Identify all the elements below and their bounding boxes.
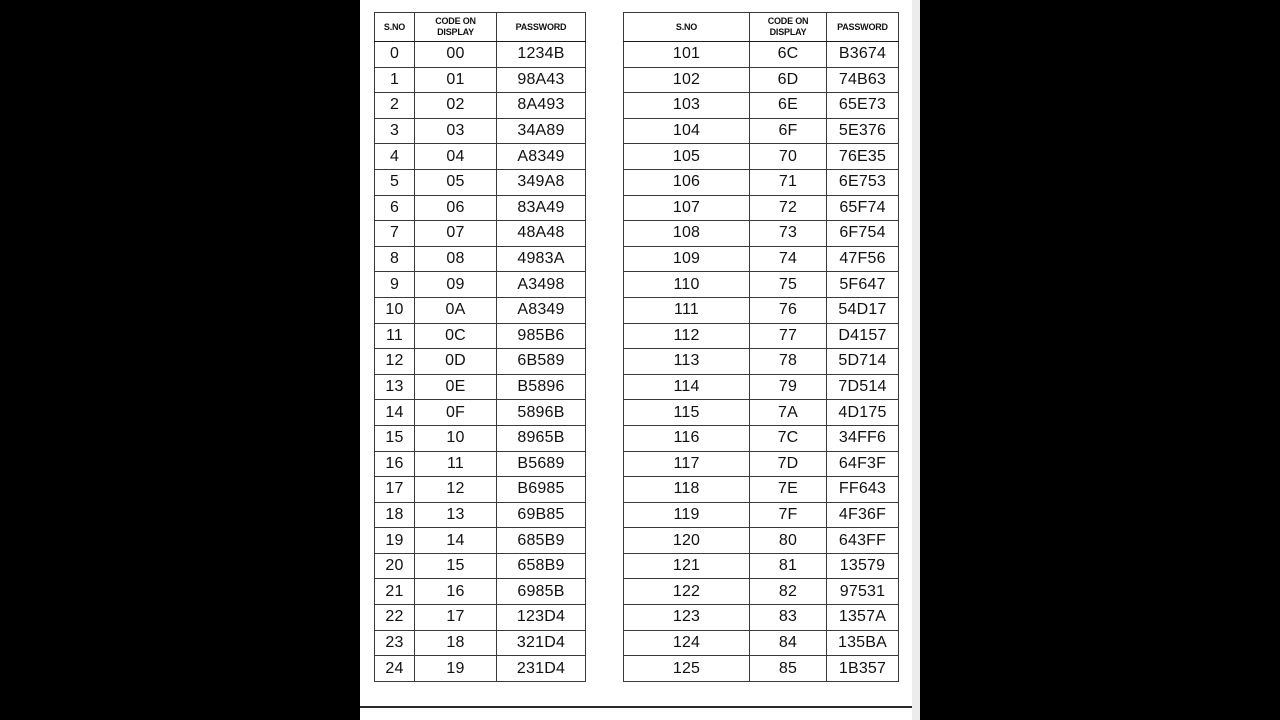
header-code-line2: DISPLAY xyxy=(437,27,474,37)
table-row xyxy=(624,169,899,195)
table-row xyxy=(375,502,586,528)
sno-cell: 102 xyxy=(624,67,750,93)
sno-cell: 7 xyxy=(375,221,415,247)
password-cell: 6E753 xyxy=(827,169,899,195)
sno-cell: 108 xyxy=(624,221,750,247)
table-row xyxy=(624,297,899,323)
password-cell: 231D4 xyxy=(497,656,586,682)
code-cell: 02 xyxy=(415,93,497,119)
code-cell: 18 xyxy=(415,630,497,656)
table-row xyxy=(375,579,586,605)
table-row xyxy=(375,605,586,631)
sno-cell: 3 xyxy=(375,118,415,144)
sno-cell: 9 xyxy=(375,272,415,298)
table-row xyxy=(375,553,586,579)
code-cell: 7E xyxy=(750,477,827,503)
sno-cell: 6 xyxy=(375,195,415,221)
code-cell: 01 xyxy=(415,67,497,93)
sno-cell: 105 xyxy=(624,144,750,170)
code-cell: 0A xyxy=(415,297,497,323)
table-row xyxy=(375,246,586,272)
password-cell: 5E376 xyxy=(827,118,899,144)
code-cell: 6F xyxy=(750,118,827,144)
table-row xyxy=(375,169,586,195)
sno-cell: 107 xyxy=(624,195,750,221)
password-cell: 69B85 xyxy=(497,502,586,528)
sno-cell: 22 xyxy=(375,605,415,631)
password-cell: 643FF xyxy=(827,528,899,554)
table-row xyxy=(624,246,899,272)
table-row xyxy=(375,374,586,400)
table-row xyxy=(624,42,899,68)
sno-cell: 4 xyxy=(375,144,415,170)
table-row xyxy=(624,272,899,298)
table-row xyxy=(624,477,899,503)
table-row xyxy=(375,272,586,298)
code-cell: 6D xyxy=(750,67,827,93)
code-cell: 05 xyxy=(415,169,497,195)
code-cell: 6E xyxy=(750,93,827,119)
table-row xyxy=(375,297,586,323)
header-sno-label: S.NO xyxy=(675,21,698,32)
password-cell: B6985 xyxy=(497,477,586,503)
sno-cell: 114 xyxy=(624,374,750,400)
code-cell: 13 xyxy=(415,502,497,528)
header-code-line1: CODE ON xyxy=(767,16,809,26)
password-cell: 6F754 xyxy=(827,221,899,247)
code-cell: 77 xyxy=(750,323,827,349)
password-cell: 5D714 xyxy=(827,349,899,375)
code-cell: 83 xyxy=(750,605,827,631)
code-cell: 75 xyxy=(750,272,827,298)
code-cell: 04 xyxy=(415,144,497,170)
table-row xyxy=(624,349,899,375)
sno-cell: 19 xyxy=(375,528,415,554)
password-cell: 4F36F xyxy=(827,502,899,528)
sno-cell: 111 xyxy=(624,297,750,323)
sno-cell: 110 xyxy=(624,272,750,298)
sno-cell: 123 xyxy=(624,605,750,631)
password-table-right xyxy=(623,12,899,682)
sno-cell: 1 xyxy=(375,67,415,93)
sno-cell: 16 xyxy=(375,451,415,477)
password-cell: 321D4 xyxy=(497,630,586,656)
sno-cell: 21 xyxy=(375,579,415,605)
sno-cell: 101 xyxy=(624,42,750,68)
code-cell: 70 xyxy=(750,144,827,170)
sno-cell: 112 xyxy=(624,323,750,349)
sno-cell: 113 xyxy=(624,349,750,375)
header-sno xyxy=(624,13,750,42)
code-cell: 14 xyxy=(415,528,497,554)
header-code-on-display xyxy=(750,13,827,42)
table-row xyxy=(624,553,899,579)
table-row xyxy=(375,656,586,682)
sno-cell: 119 xyxy=(624,502,750,528)
sno-cell: 115 xyxy=(624,400,750,426)
password-cell: 658B9 xyxy=(497,553,586,579)
table-header-row xyxy=(375,13,586,42)
password-cell: 6B589 xyxy=(497,349,586,375)
password-table-left xyxy=(374,12,586,682)
code-cell: 0C xyxy=(415,323,497,349)
code-cell: 7C xyxy=(750,425,827,451)
password-cell: 65F74 xyxy=(827,195,899,221)
code-cell: 6C xyxy=(750,42,827,68)
table-row xyxy=(624,221,899,247)
password-cell: 13579 xyxy=(827,553,899,579)
password-cell: 4D175 xyxy=(827,400,899,426)
code-cell: 15 xyxy=(415,553,497,579)
password-cell: B3674 xyxy=(827,42,899,68)
sno-cell: 20 xyxy=(375,553,415,579)
table-row xyxy=(624,323,899,349)
password-cell: 83A49 xyxy=(497,195,586,221)
password-cell: 1357A xyxy=(827,605,899,631)
code-cell: 08 xyxy=(415,246,497,272)
code-cell: 84 xyxy=(750,630,827,656)
sno-cell: 23 xyxy=(375,630,415,656)
table-row xyxy=(375,144,586,170)
table-row xyxy=(375,451,586,477)
table-row xyxy=(624,630,899,656)
password-cell: 98A43 xyxy=(497,67,586,93)
table-header-row xyxy=(624,13,899,42)
code-cell: 78 xyxy=(750,349,827,375)
code-cell: 72 xyxy=(750,195,827,221)
table-body-right xyxy=(624,42,899,682)
table-row xyxy=(624,451,899,477)
table-row xyxy=(375,221,586,247)
password-cell: A8349 xyxy=(497,144,586,170)
code-cell: 00 xyxy=(415,42,497,68)
password-cell: A3498 xyxy=(497,272,586,298)
header-password xyxy=(827,13,899,42)
sno-cell: 106 xyxy=(624,169,750,195)
header-password-label: PASSWORD xyxy=(515,21,567,32)
table-row xyxy=(375,42,586,68)
code-cell: 0F xyxy=(415,400,497,426)
table-body-left xyxy=(375,42,586,682)
header-sno-label: S.NO xyxy=(383,21,406,32)
password-cell: B5689 xyxy=(497,451,586,477)
password-cell: 48A48 xyxy=(497,221,586,247)
table-row xyxy=(375,67,586,93)
code-cell: 06 xyxy=(415,195,497,221)
password-cell: 349A8 xyxy=(497,169,586,195)
table-row xyxy=(375,349,586,375)
table-row xyxy=(624,144,899,170)
table-row xyxy=(375,528,586,554)
code-cell: 79 xyxy=(750,374,827,400)
password-cell: 97531 xyxy=(827,579,899,605)
code-cell: 82 xyxy=(750,579,827,605)
code-cell: 85 xyxy=(750,656,827,682)
password-cell: 54D17 xyxy=(827,297,899,323)
code-cell: 19 xyxy=(415,656,497,682)
password-cell: 34A89 xyxy=(497,118,586,144)
password-cell: 47F56 xyxy=(827,246,899,272)
password-cell: B5896 xyxy=(497,374,586,400)
header-code-line1: CODE ON xyxy=(435,16,476,26)
code-cell: 0E xyxy=(415,374,497,400)
table-row xyxy=(375,93,586,119)
table-row xyxy=(375,630,586,656)
code-cell: 80 xyxy=(750,528,827,554)
table-row xyxy=(624,195,899,221)
code-cell: 0D xyxy=(415,349,497,375)
code-cell: 11 xyxy=(415,451,497,477)
code-cell: 03 xyxy=(415,118,497,144)
page-bottom-rule xyxy=(360,706,912,708)
code-cell: 09 xyxy=(415,272,497,298)
sno-cell: 12 xyxy=(375,349,415,375)
password-cell: A8349 xyxy=(497,297,586,323)
sno-cell: 117 xyxy=(624,451,750,477)
sno-cell: 125 xyxy=(624,656,750,682)
code-cell: 7A xyxy=(750,400,827,426)
header-sno xyxy=(375,13,415,42)
code-cell: 16 xyxy=(415,579,497,605)
password-cell: 7D514 xyxy=(827,374,899,400)
password-cell: 1234B xyxy=(497,42,586,68)
table-row xyxy=(375,477,586,503)
code-cell: 7D xyxy=(750,451,827,477)
password-cell: 65E73 xyxy=(827,93,899,119)
password-cell: 4983A xyxy=(497,246,586,272)
password-cell: 5F647 xyxy=(827,272,899,298)
sno-cell: 2 xyxy=(375,93,415,119)
sno-cell: 118 xyxy=(624,477,750,503)
code-cell: 71 xyxy=(750,169,827,195)
header-code-on-display xyxy=(415,13,497,42)
table-row xyxy=(624,528,899,554)
sno-cell: 5 xyxy=(375,169,415,195)
password-cell: 123D4 xyxy=(497,605,586,631)
code-cell: 74 xyxy=(750,246,827,272)
code-cell: 76 xyxy=(750,297,827,323)
document-page xyxy=(360,0,920,720)
code-cell: 12 xyxy=(415,477,497,503)
table-row xyxy=(624,374,899,400)
table-row xyxy=(624,400,899,426)
sno-cell: 116 xyxy=(624,425,750,451)
sno-cell: 104 xyxy=(624,118,750,144)
password-cell: 8A493 xyxy=(497,93,586,119)
sno-cell: 10 xyxy=(375,297,415,323)
password-cell: 34FF6 xyxy=(827,425,899,451)
code-cell: 10 xyxy=(415,425,497,451)
password-cell: FF643 xyxy=(827,477,899,503)
header-password xyxy=(497,13,586,42)
sno-cell: 15 xyxy=(375,425,415,451)
header-password-label: PASSWORD xyxy=(837,21,888,32)
table-row xyxy=(624,67,899,93)
password-cell: 76E35 xyxy=(827,144,899,170)
sno-cell: 11 xyxy=(375,323,415,349)
table-row xyxy=(624,579,899,605)
sno-cell: 8 xyxy=(375,246,415,272)
table-row xyxy=(624,425,899,451)
table-row xyxy=(375,118,586,144)
sno-cell: 17 xyxy=(375,477,415,503)
table-row xyxy=(624,118,899,144)
sno-cell: 13 xyxy=(375,374,415,400)
sno-cell: 121 xyxy=(624,553,750,579)
password-cell: 135BA xyxy=(827,630,899,656)
sno-cell: 124 xyxy=(624,630,750,656)
code-cell: 17 xyxy=(415,605,497,631)
sno-cell: 103 xyxy=(624,93,750,119)
password-cell: 985B6 xyxy=(497,323,586,349)
table-row xyxy=(375,323,586,349)
code-cell: 73 xyxy=(750,221,827,247)
password-cell: 1B357 xyxy=(827,656,899,682)
table-row xyxy=(624,93,899,119)
sno-cell: 120 xyxy=(624,528,750,554)
code-cell: 07 xyxy=(415,221,497,247)
sno-cell: 0 xyxy=(375,42,415,68)
password-cell: D4157 xyxy=(827,323,899,349)
table-row xyxy=(375,195,586,221)
table-row xyxy=(624,502,899,528)
sno-cell: 14 xyxy=(375,400,415,426)
password-cell: 74B63 xyxy=(827,67,899,93)
header-code-line2: DISPLAY xyxy=(769,27,807,37)
password-cell: 8965B xyxy=(497,425,586,451)
table-row xyxy=(624,656,899,682)
password-cell: 5896B xyxy=(497,400,586,426)
sno-cell: 109 xyxy=(624,246,750,272)
table-row xyxy=(375,425,586,451)
password-cell: 6985B xyxy=(497,579,586,605)
password-cell: 64F3F xyxy=(827,451,899,477)
table-row xyxy=(375,400,586,426)
password-cell: 685B9 xyxy=(497,528,586,554)
sno-cell: 24 xyxy=(375,656,415,682)
table-row xyxy=(624,605,899,631)
sno-cell: 18 xyxy=(375,502,415,528)
code-cell: 7F xyxy=(750,502,827,528)
sno-cell: 122 xyxy=(624,579,750,605)
code-cell: 81 xyxy=(750,553,827,579)
